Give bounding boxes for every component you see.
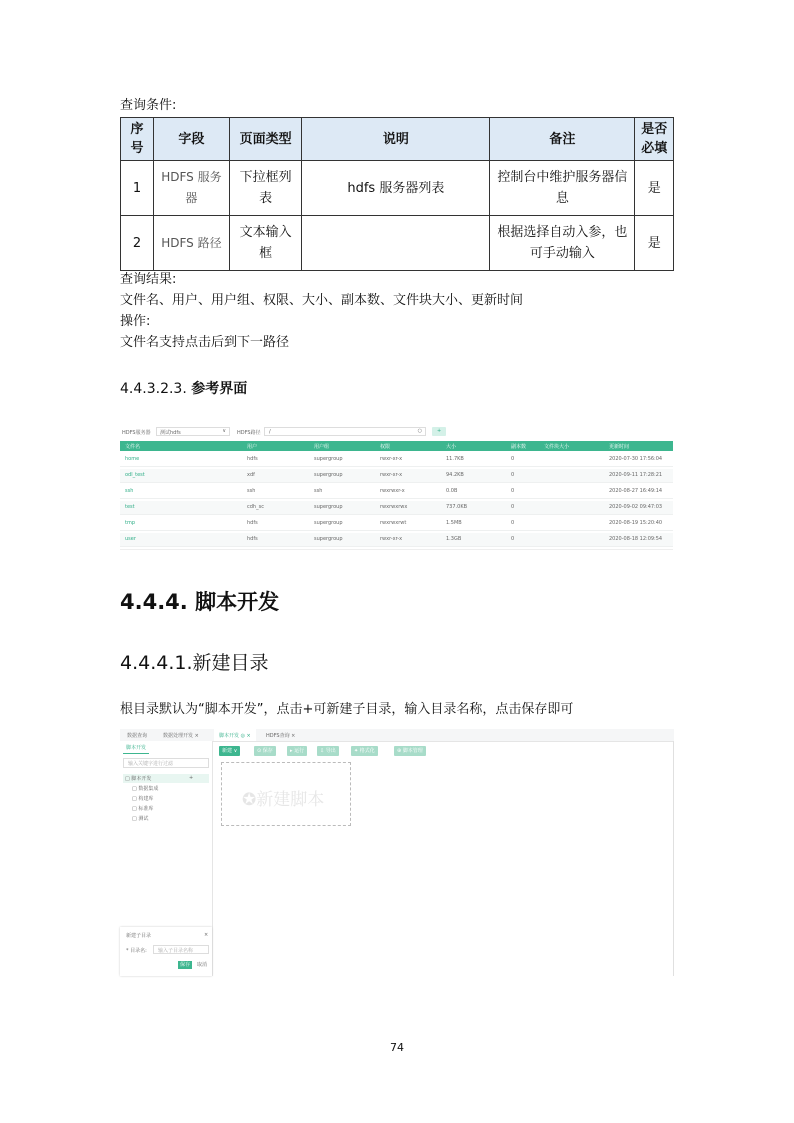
close-icon[interactable]: × [204, 932, 209, 938]
add-subdirectory-icon[interactable]: + [189, 775, 194, 781]
section-title: 新建目录 [192, 652, 269, 674]
section-heading-4-4-4-1 [120, 648, 269, 675]
col-filename: 文件名 [125, 444, 141, 450]
directory-panel [120, 741, 213, 976]
dialog-field-label: * 目录名: [126, 948, 147, 954]
table-header [120, 441, 673, 451]
table-header-row [121, 118, 674, 161]
save-script-button[interactable]: ⊙ 保存 [254, 746, 276, 756]
cell-required: 是 [635, 216, 674, 271]
col-header-page-type: 页面类型 [229, 118, 302, 161]
cell-page-type: 文本输入框 [229, 216, 302, 271]
file-link[interactable]: home [125, 456, 140, 462]
col-header-field: 字段 [153, 118, 229, 161]
cancel-button[interactable]: 取消 [196, 962, 207, 968]
query-conditions-label: 查询条件: [120, 98, 177, 113]
new-script-card[interactable] [221, 762, 351, 826]
cell-remarks: 控制台中维护服务器信息 [490, 161, 635, 216]
tree-filter-input[interactable]: 输入关键字进行过滤 [123, 758, 209, 768]
cell-field: HDFS 服务器 [153, 161, 229, 216]
file-link[interactable]: tmp [125, 520, 136, 526]
add-button[interactable]: + [432, 427, 446, 436]
chevron-down-icon: ∨ [222, 428, 226, 434]
script-manage-button[interactable]: ⊕ 脚本管理 [394, 746, 426, 756]
cell-index: 2 [121, 216, 154, 271]
cell-page-type: 下拉框列表 [229, 161, 302, 216]
section-title: 脚本开发 [195, 590, 280, 614]
section-heading-4-4-4 [120, 586, 279, 616]
table-row: odl_test xdf supergroup rwxr-xr-x 94.2KB 0 2020-09-11 17:28:21 [120, 469, 673, 483]
table-row: ssh ssh ssh rwxrwxr-x 0.0B 0 2020-08-27 16:49:14 [120, 485, 673, 499]
file-link[interactable]: odl_test [125, 472, 145, 478]
section-number: 4.4.4. [120, 590, 188, 614]
section-title: 参考界面 [191, 381, 248, 397]
cell-description [302, 216, 490, 271]
tree-item[interactable]: □ 测试 [132, 816, 149, 822]
format-button[interactable]: ✦ 格式化 [351, 746, 378, 756]
col-header-index: 序号 [121, 118, 154, 161]
file-link[interactable]: ssh [125, 488, 134, 494]
col-permission: 权限 [380, 444, 391, 450]
col-user: 用户 [247, 444, 258, 450]
query-results-label: 查询结果: [120, 272, 177, 287]
file-link[interactable]: test [125, 504, 135, 510]
operation-label: 操作: [120, 314, 151, 329]
tab-hdfs-query[interactable]: HDFS查询 × [266, 733, 296, 739]
col-header-required: 是否必填 [635, 118, 674, 161]
table-row: tmp hdfs supergroup rwxrwxrwt 1.5MB 0 2020-08-19 15:20:40 [120, 517, 673, 531]
cell-description: hdfs 服务器列表 [302, 161, 490, 216]
col-size: 大小 [446, 444, 457, 450]
directory-name-input[interactable]: 输入子目录名称 [153, 945, 209, 954]
tree-item[interactable]: □ 数据集成 [132, 786, 159, 792]
col-group: 用户组 [314, 444, 330, 450]
page-number: 74 [390, 1041, 404, 1054]
col-header-description: 说明 [302, 118, 490, 161]
tab-data-processing[interactable]: 数据处理开发 × [163, 733, 199, 739]
script-dev-screenshot [120, 729, 674, 976]
tab-data-query[interactable]: 数据查询 [127, 733, 148, 739]
hdfs-path-label: HDFS路径 [237, 430, 261, 436]
col-blocksize: 文件块大小 [544, 444, 570, 450]
tree-root[interactable]: □ 脚本开发 + [123, 774, 209, 783]
run-button[interactable]: ▸ 运行 [287, 746, 307, 756]
export-button[interactable]: ⇩ 导出 [317, 746, 339, 756]
section-number: 4.4.4.1. [120, 652, 193, 674]
query-conditions-table [120, 117, 674, 271]
section-number: 4.4.3.2.3. [120, 381, 187, 397]
search-icon: ○ [417, 428, 422, 434]
col-replicas: 副本数 [511, 444, 527, 450]
table-row [121, 161, 674, 216]
table-row: test cdh_sc supergroup rwxrwxrwx 737.0KB 0 2020-09-02 09:47:03 [120, 501, 673, 515]
hdfs-server-label: HDFS服务器 [122, 430, 151, 436]
new-subdirectory-dialog [120, 927, 212, 976]
cell-index: 1 [121, 161, 154, 216]
tree-item[interactable]: □ 标准库 [132, 806, 154, 812]
table-row: home hdfs supergroup rwxr-xr-x 11.7KB 0 2020-07-30 17:56:04 [120, 453, 673, 467]
right-border [673, 741, 674, 976]
new-dropdown-button[interactable]: 新建 ∨ [219, 746, 240, 756]
col-updated: 更新时间 [609, 444, 630, 450]
hdfs-server-select[interactable]: 测试hdfs ∨ [156, 427, 230, 436]
cell-required: 是 [635, 161, 674, 216]
tree-item[interactable]: □ 构建库 [132, 796, 154, 802]
col-header-remarks: 备注 [490, 118, 635, 161]
save-button[interactable]: 保存 [179, 962, 190, 968]
cell-remarks: 根据选择自动入参，也可手动输入 [490, 216, 635, 271]
operation-text: 文件名支持点击后到下一路径 [120, 335, 290, 350]
section-heading-4-4-3-2-3 [120, 378, 247, 398]
file-link[interactable]: user [125, 536, 136, 542]
cell-field: HDFS 路径 [153, 216, 229, 271]
dialog-title: 新建子目录 [126, 933, 152, 939]
table-row [121, 216, 674, 271]
tab-script-dev[interactable]: 脚本开发 ◎ × [214, 729, 256, 741]
panel-title: 脚本开发 [123, 744, 149, 754]
filter-bar [120, 425, 673, 439]
table-row: user hdfs supergroup rwxr-xr-x 1.3GB 0 2020-08-18 12:09:54 [120, 533, 673, 547]
intro-text: 根目录默认为“脚本开发”，点击+可新建子目录，输入目录名称，点击保存即可 [120, 702, 574, 717]
new-script-placeholder: ✪新建脚本 [242, 790, 325, 810]
hdfs-path-input[interactable]: / ○ [264, 427, 426, 436]
hdfs-query-screenshot [120, 425, 673, 550]
query-results-fields: 文件名、用户、用户组、权限、大小、副本数、文件块大小、更新时间 [120, 293, 524, 308]
